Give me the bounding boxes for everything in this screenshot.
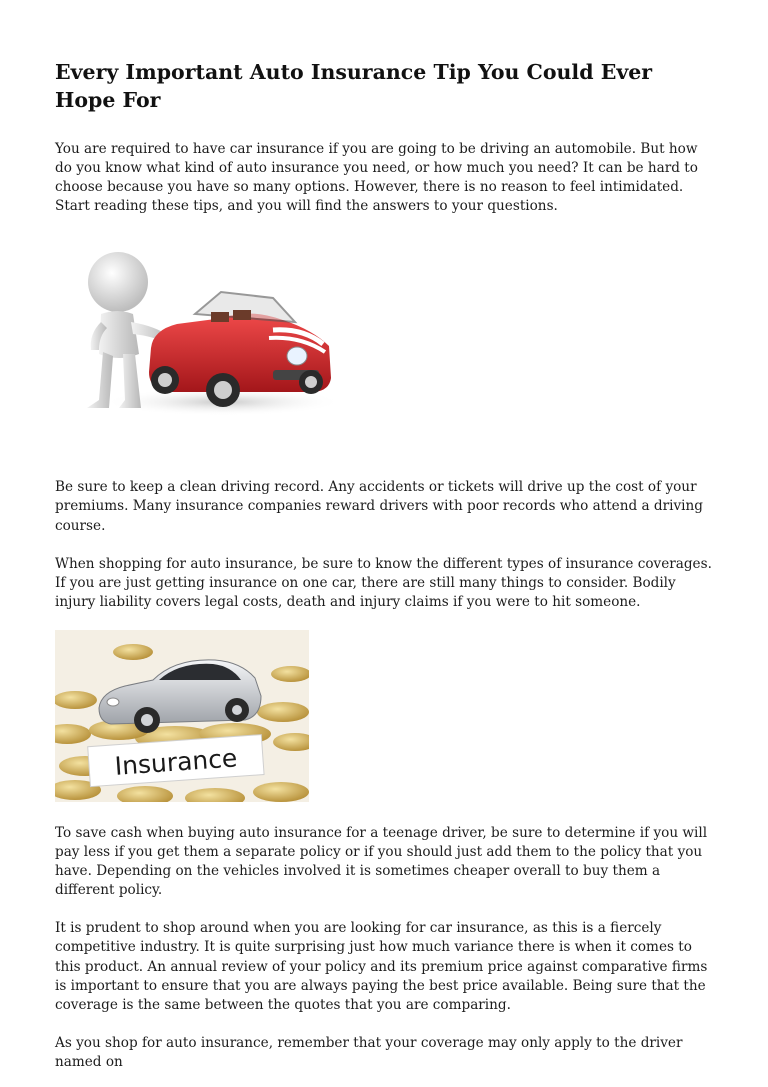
insurance-sign-text: Insurance (113, 743, 239, 781)
paragraph-intro: You are required to have car insurance if you are going to be driving an automobile. But how do you know what kind of auto insurance you need, or how much you need? It can be hard to choose because you have so many options. However, there is no reason to feel intimidated. Start reading these tips, and you will find the answers to your questions. (55, 141, 698, 215)
figure-person-red-convertible (73, 252, 353, 432)
page-title: Every Important Auto Insurance Tip You Could Ever Hope For (55, 60, 653, 112)
figure-car-coins-insurance (55, 630, 309, 802)
paragraph-driving-record: Be sure to keep a clean driving record. Any accidents or tickets will drive up the cost of your premiums. Many insurance companies reward drivers with poor records who attend a driving course. (55, 479, 703, 534)
red-convertible-car (149, 292, 331, 407)
paragraph-coverage-types: When shopping for auto insurance, be sure to know the different types of insurance coverages. If you are just getting insurance on one car, there are still many things to consider. Bodily injury liability covers legal costs, death and injury claims if you were to hit someone. (55, 555, 712, 610)
paragraph-driver-named: As you shop for auto insurance, remember that your coverage may only apply to the driver named on (55, 1034, 683, 1070)
document-page (55, 58, 717, 1072)
car-coins-illustration (55, 630, 309, 802)
paragraph-shop-around: It is prudent to shop around when you are looking for car insurance, as this is a fiercely competitive industry. It is quite surprising just how much variance there is when it comes to this product. An annual review of your policy and its premium price against comparative firms is important to ensure that you are always paying the best price available. Being sure that the coverage is the same between the quotes that you are comparing. (55, 920, 708, 1013)
paragraph-teenage-driver: To save cash when buying auto insurance for a teenage driver, be sure to determine if you will pay less if you get them a separate policy or if you should just add them to the policy that you have. Depending on the vehicles involved it is sometimes cheaper overall to buy them a different policy. (55, 824, 708, 899)
person-car-illustration (73, 252, 353, 432)
